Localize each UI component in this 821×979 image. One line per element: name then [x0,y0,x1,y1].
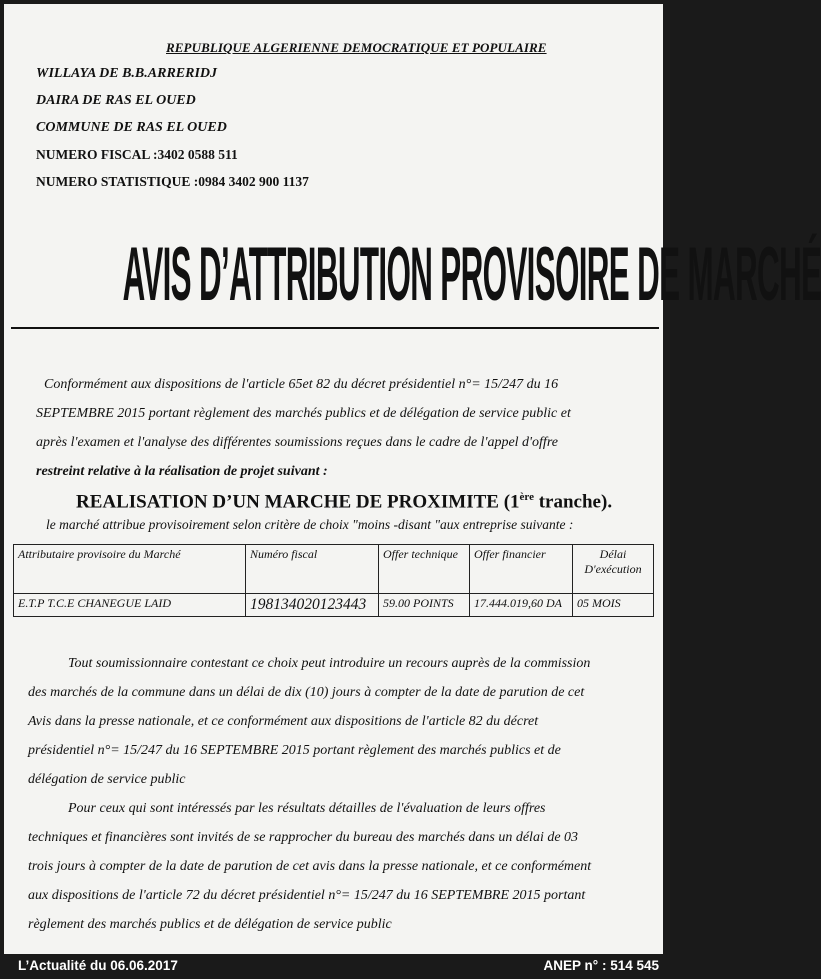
offres-paragraph [28,794,648,939]
table-header-row [14,545,654,594]
header-delai-line1: Délai [599,547,627,561]
recours-line: délégation de service public [28,772,186,787]
recours-line: des marchés de la commune dans un délai de dix (10) jours à compter de la date de parution de cet [28,685,585,700]
willaya-line: WILLAYA DE B.B.ARRERIDJ [36,66,218,81]
recours-line: Tout soumissionnaire contestant ce choix peut introduire un recours auprès de la commission [68,656,591,671]
header-fiscal: Numéro fiscal [246,545,379,594]
offres-line: techniques et financières sont invités de se rapprocher du bureau des marchés dans un délai de 03 [28,830,579,845]
recours-line: présidentiel n°= 15/247 du 16 SEPTEMBRE 2015 portant règlement des marchés publics et de [28,743,561,758]
publication-footer [0,956,667,979]
header-delai-line2: D'exécution [584,562,642,576]
subject-superscript: ère [519,491,534,503]
offres-line: Pour ceux qui sont intéressés par les résultats détailles de l'évaluation de leurs offres [68,801,546,816]
offres-line: aux dispositions de l'article 72 du décret présidentiel n°= 15/247 du 16 SEPTEMBRE 2015 portant [28,888,586,903]
anep-number: ANEP n° : 514 545 [543,958,659,973]
recours-paragraph [28,649,648,794]
header-attributaire: Attributaire provisoire du Marché [14,545,246,594]
title-divider [11,327,659,329]
republic-heading: REPUBLIQUE ALGERIENNE DEMOCRATIQUE ET POPULAIRE [166,40,547,55]
cell-attributaire: E.T.P T.C.E CHANEGUE LAID [14,594,246,617]
cell-technique: 59.00 POINTS [379,594,470,617]
header-delai [573,545,654,594]
header-financier: Offer financier [470,545,573,594]
offres-line: règlement des marchés publics et de délégation de service public [28,917,392,932]
statistic-number-line: NUMERO STATISTIQUE :0984 3402 900 1137 [36,174,309,189]
intro-line: restreint relative à la réalisation de projet suivant : [36,464,328,479]
publication-date: L’Actualité du 06.06.2017 [18,958,178,973]
daira-line: DAIRA DE RAS EL OUED [36,93,196,108]
offres-line: trois jours à compter de la date de parution de cet avis dans la presse nationale, et ce conformément [28,859,592,874]
subject-main: REALISATION D’UN MARCHE DE PROXIMITE (1 [76,491,520,513]
recours-line: Avis dans la presse nationale, et ce conformément aux dispositions de l'article 82 du décret [28,714,539,729]
notice-page [4,4,821,954]
intro-paragraph [16,370,656,486]
cell-fiscal: 198134020123443 [246,594,379,617]
commune-line: COMMUNE DE RAS EL OUED [36,120,227,135]
intro-line: après l'examen et l'analyse des différentes soumissions reçues dans le cadre de l'appel d'offre [36,435,558,450]
intro-line: Conformément aux dispositions de l'article 65et 82 du décret présidentiel n°= 15/247 du 16 [44,377,559,392]
award-table [13,544,654,617]
award-criteria: le marché attribue provisoirement selon critère de choix "moins -disant "aux entreprise suivante : [46,517,574,532]
fiscal-number-line: NUMERO FISCAL :3402 0588 511 [36,147,238,162]
table-row [14,594,654,617]
cell-financier: 17.444.019,60 DA [470,594,573,617]
cell-delai: 05 MOIS [573,594,654,617]
header-technique: Offer technique [379,545,470,594]
project-subject [76,491,612,513]
notice-title: AVIS D’ATTRIBUTION PROVISOIRE DE MARCHÉ [122,233,821,318]
intro-line: SEPTEMBRE 2015 portant règlement des marchés publics et de délégation de service public et [36,406,571,421]
subject-end: tranche). [533,491,613,513]
